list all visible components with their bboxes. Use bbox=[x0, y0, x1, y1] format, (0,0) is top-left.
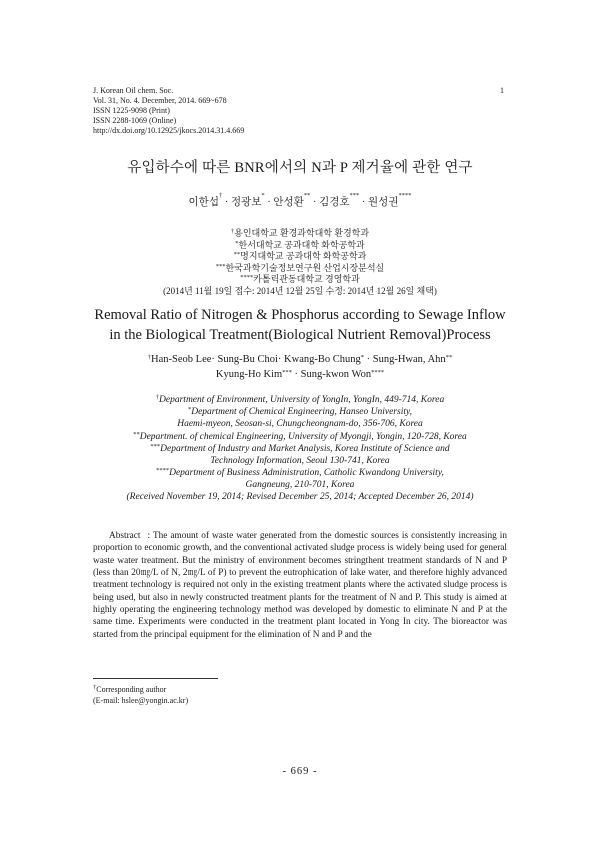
affiliation-mark: **** bbox=[240, 274, 254, 281]
english-author-mark: **** bbox=[371, 369, 385, 376]
english-authors bbox=[60, 352, 540, 382]
author-separator: · bbox=[211, 354, 218, 365]
korean-author-mark: ** bbox=[303, 192, 311, 199]
english-affiliations bbox=[60, 394, 540, 492]
page-number: 1 bbox=[500, 86, 504, 95]
korean-affiliations bbox=[60, 228, 540, 286]
english-title-line2: in the Biological Treatment(Biological Nutrient Removal)Process bbox=[109, 327, 491, 343]
affiliation-mark: † bbox=[230, 228, 235, 235]
issn-print: ISSN 1225-9098 (Print) bbox=[93, 106, 170, 115]
affiliation-text: Gangneung, 210-701, Korea bbox=[245, 480, 355, 491]
affiliation-mark: ** bbox=[233, 251, 241, 258]
english-title bbox=[60, 305, 540, 345]
english-affiliation bbox=[60, 406, 540, 418]
affiliation-text: Technology Information, Seoul 130-741, Korea bbox=[210, 456, 390, 467]
korean-author-name: 안성환 bbox=[273, 197, 304, 208]
english-authors-line2 bbox=[60, 367, 540, 382]
english-affiliation bbox=[60, 394, 540, 406]
affiliation-text: Department. of chemical Engineering, University of Myongji, Yongin, 120-728, Korea bbox=[139, 431, 467, 442]
english-author-mark: * bbox=[360, 354, 365, 361]
affiliation-text: Department of Industry and Market Analysis, Korea Institute of Science and bbox=[160, 443, 450, 454]
korean-author-mark: * bbox=[261, 192, 265, 199]
affiliation-text: 명지대학교 공과대학 화학공학과 bbox=[240, 251, 367, 261]
affiliation-text: 한국과학기술정보연구원 산업시장분석실 bbox=[225, 262, 385, 273]
korean-authors bbox=[60, 194, 540, 209]
author-separator: · bbox=[291, 369, 301, 380]
affiliation-mark: *** bbox=[150, 442, 161, 450]
corresponding-email: (E-mail: hslee@yongin.ac.kr) bbox=[93, 696, 189, 705]
english-author-name: Sung-kwon Won bbox=[300, 369, 372, 380]
english-author-name: Han-Seob Lee bbox=[151, 354, 212, 365]
affiliation-mark: * bbox=[235, 239, 239, 247]
korean-author-name: 정광보 bbox=[230, 197, 262, 208]
english-dates: (Received November 19, 2014; Revised December 25, 2014; Accepted December 26, 2014) bbox=[126, 492, 474, 502]
english-author-mark: *** bbox=[282, 369, 292, 376]
journal-meta bbox=[93, 86, 244, 136]
english-authors-line1 bbox=[60, 352, 540, 367]
author-separator: · bbox=[364, 354, 373, 365]
korean-author-mark: *** bbox=[349, 192, 360, 199]
affiliation-mark: † bbox=[155, 394, 160, 401]
affiliation-text: 카톨릭관동대학교 경영학과 bbox=[253, 274, 360, 284]
affiliation-mark: **** bbox=[156, 467, 170, 475]
footnote-divider bbox=[93, 678, 218, 679]
english-affiliation bbox=[60, 443, 540, 455]
english-affiliation bbox=[60, 455, 540, 467]
korean-title: 유입하수에 따른 BNR에서의 N과 P 제거율에 관한 연구 bbox=[127, 160, 473, 176]
abstract bbox=[93, 530, 507, 641]
affiliation-text: 한서대학교 공과대학 화학공학과 bbox=[238, 239, 365, 250]
english-author-name: Sung-Bu Choi bbox=[217, 354, 278, 365]
affiliation-text: Department of Chemical Engineering, Hanseo University, bbox=[191, 407, 413, 418]
affiliation-mark: *** bbox=[215, 262, 226, 270]
korean-author-mark: **** bbox=[398, 192, 412, 199]
korean-dates: (2014년 11월 19일 접수: 2014년 12월 25일 수정: 2014년 12월 26일 채택) bbox=[163, 286, 437, 296]
journal-volume: Vol. 31, No. 4. December, 2014. 669~678 bbox=[93, 96, 227, 105]
affiliation-mark: ** bbox=[133, 430, 140, 438]
author-separator: · bbox=[222, 197, 231, 208]
footnote bbox=[93, 684, 188, 706]
english-affiliation bbox=[60, 479, 540, 491]
english-affiliation bbox=[60, 431, 540, 443]
abstract-colon: : bbox=[144, 531, 153, 541]
footnote-mark: † bbox=[93, 684, 97, 691]
affiliation-text: Department of Environment, University of YongIn, YongIn, 449-714, Korea bbox=[159, 395, 445, 405]
korean-affiliation bbox=[60, 240, 540, 252]
korean-affiliation bbox=[60, 251, 540, 263]
author-separator: · bbox=[359, 197, 369, 208]
korean-author-name: 김경호 bbox=[319, 197, 350, 208]
korean-affiliation bbox=[60, 263, 540, 275]
english-title-line1: Removal Ratio of Nitrogen & Phosphorus according to Sewage Inflow bbox=[94, 307, 506, 323]
page-footer-number: - 669 - bbox=[282, 766, 318, 777]
author-separator: · bbox=[310, 197, 320, 208]
journal-name: J. Korean Oil chem. Soc. bbox=[93, 86, 174, 95]
affiliation-mark: * bbox=[187, 406, 192, 414]
doi-link[interactable]: http://dx.doi.org/10.12925/jkocs.2014.31.4.669 bbox=[93, 126, 245, 135]
english-author-name: Kwang-Bo Chung bbox=[284, 354, 361, 365]
affiliation-text: Haemi-myeon, Seosan-si, Chungcheongnam-do, 356-706, Korea bbox=[177, 419, 423, 430]
korean-author-name: 이한섭 bbox=[188, 197, 219, 208]
korean-author-mark: † bbox=[218, 192, 223, 199]
abstract-text: The amount of waste water generated from the domestic sources is consistently increasing in proportion to economic growth, and the conventional activated sludge process is widely being used for general waste water treatment. But the ministry of environment becomes stringthent treatment standards of N and P (less than 20㎎/L of N, 2㎎/L of P) to prevent the eutrophication of lake water, and therefore highly advanced treatment technology is required not only in the existing treatment plants where the activated sludge process is being used, but also in newly constructed treatment plants for the treatment of N and P. This study is aimed at highly operating the engineering technology method was developed by domestic to eliminate N and P at the same time. Experiments were conducted in the treatment plant located in Yong In city. The bioreactor was started from the principal equipment for the elimination of N and P and the bbox=[93, 531, 507, 640]
english-author-name: Kyung-Ho Kim bbox=[215, 369, 283, 380]
english-affiliation bbox=[60, 467, 540, 479]
korean-author-name: 원성권 bbox=[368, 197, 399, 208]
english-author-name: Sung-Hwan, Ahn bbox=[372, 354, 446, 365]
abstract-label: Abstract bbox=[109, 531, 141, 541]
english-author-mark: † bbox=[147, 354, 152, 361]
author-separator: · bbox=[264, 197, 274, 208]
affiliation-text: 용인대학교 환경과학대학 환경학과 bbox=[234, 228, 370, 238]
english-author-mark: ** bbox=[445, 354, 453, 361]
corresponding-author-label: Corresponding author bbox=[96, 685, 167, 694]
korean-affiliation bbox=[60, 228, 540, 240]
english-affiliation bbox=[60, 418, 540, 430]
issn-online: ISSN 2288-1069 (Online) bbox=[93, 116, 177, 125]
affiliation-text: Department of Business Administration, Catholic Kwandong University, bbox=[169, 468, 444, 479]
author-separator: · bbox=[277, 354, 285, 365]
